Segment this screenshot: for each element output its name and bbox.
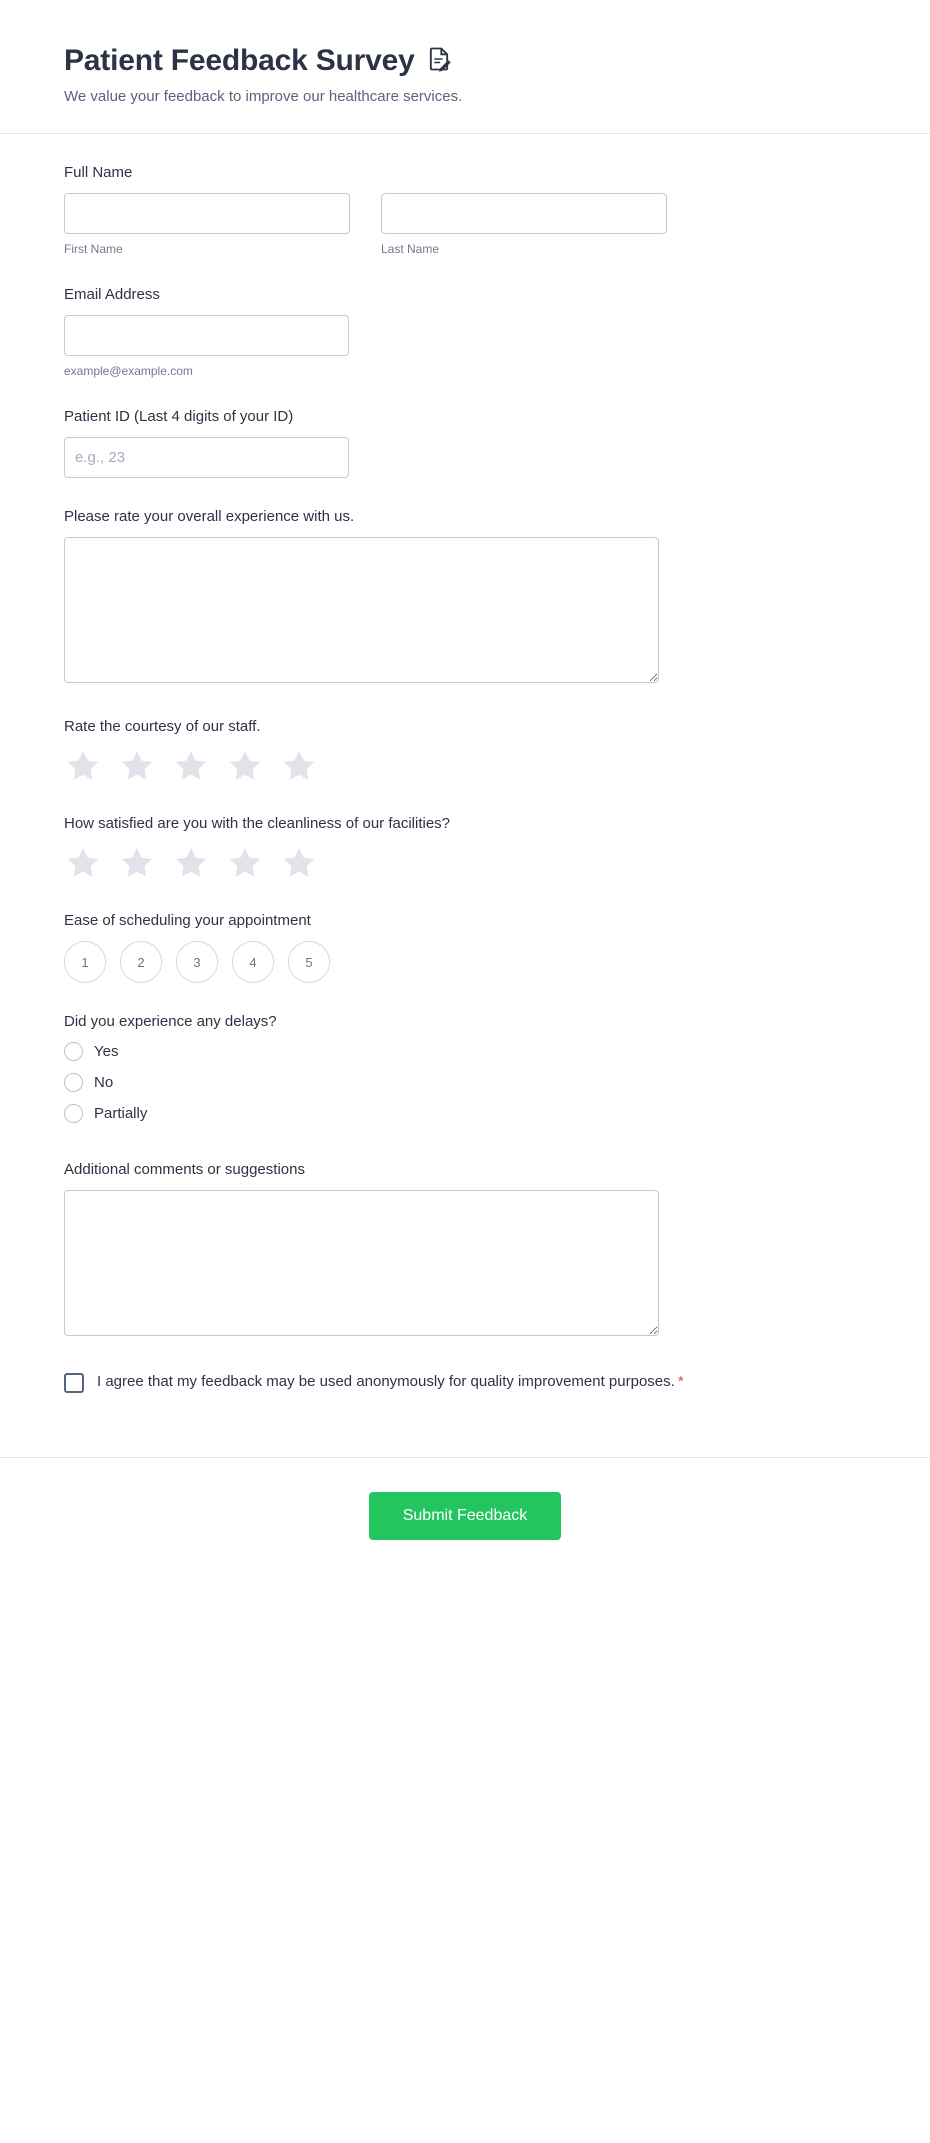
staff-courtesy-label: Rate the courtesy of our staff. (64, 718, 261, 735)
field-email (64, 286, 866, 378)
form-header (0, 0, 930, 134)
star-icon[interactable] (172, 747, 210, 785)
last-name-sublabel: Last Name (381, 242, 440, 256)
consent-text (97, 1371, 684, 1393)
star-icon[interactable] (280, 844, 318, 882)
spacer (64, 1153, 866, 1161)
patient-id-input[interactable] (64, 437, 349, 478)
scale-option[interactable]: 5 (288, 941, 330, 983)
form-footer (0, 1457, 930, 1586)
field-cleanliness (64, 815, 866, 882)
form-body (0, 134, 930, 1457)
email-field[interactable] (64, 315, 349, 356)
star-icon[interactable] (64, 747, 102, 785)
star-icon[interactable] (118, 844, 156, 882)
field-delays (64, 1013, 866, 1123)
full-name-row (64, 193, 866, 256)
full-name-label: Full Name (64, 164, 133, 181)
field-patient-id (64, 408, 866, 478)
submit-button[interactable]: Submit Feedback (369, 1492, 562, 1540)
last-name-group (381, 193, 667, 256)
radio-option-partially[interactable] (64, 1104, 866, 1123)
scheduling-ease-scale[interactable] (64, 941, 866, 983)
email-label: Email Address (64, 286, 160, 303)
page-subtitle: We value your feedback to improve our healthcare services. (64, 88, 463, 105)
first-name-input[interactable] (64, 193, 350, 234)
star-icon[interactable] (64, 844, 102, 882)
last-name-input[interactable] (381, 193, 667, 234)
overall-experience-label: Please rate your overall experience with us. (64, 508, 355, 525)
field-staff-courtesy (64, 718, 866, 785)
field-consent (64, 1371, 866, 1393)
email-group (64, 315, 349, 378)
consent-row[interactable] (64, 1371, 866, 1393)
scale-option[interactable]: 3 (176, 941, 218, 983)
field-full-name (64, 164, 866, 256)
scale-option[interactable]: 1 (64, 941, 106, 983)
cleanliness-label: How satisfied are you with the cleanliness of our facilities? (64, 815, 451, 832)
star-icon[interactable] (226, 747, 264, 785)
star-icon[interactable] (226, 844, 264, 882)
radio-option-no[interactable] (64, 1073, 866, 1092)
staff-courtesy-stars[interactable] (64, 747, 866, 785)
radio-label: Yes (94, 1043, 119, 1060)
scale-option[interactable]: 4 (232, 941, 274, 983)
first-name-group (64, 193, 350, 256)
patient-id-label: Patient ID (Last 4 digits of your ID) (64, 408, 294, 425)
scheduling-ease-label: Ease of scheduling your appointment (64, 912, 311, 929)
field-overall-experience (64, 508, 866, 688)
delays-label: Did you experience any delays? (64, 1013, 277, 1030)
overall-experience-textarea[interactable] (64, 537, 659, 683)
email-sublabel: example@example.com (64, 364, 193, 378)
radio-icon[interactable] (64, 1042, 83, 1061)
additional-comments-textarea[interactable] (64, 1190, 659, 1336)
patient-id-group (64, 437, 349, 478)
radio-icon[interactable] (64, 1073, 83, 1092)
required-marker: * (677, 1373, 684, 1390)
field-scheduling-ease (64, 912, 866, 983)
additional-comments-label: Additional comments or suggestions (64, 1161, 305, 1178)
page-title (64, 44, 866, 78)
document-signature-icon (425, 45, 453, 78)
radio-icon[interactable] (64, 1104, 83, 1123)
scale-option[interactable]: 2 (120, 941, 162, 983)
cleanliness-stars[interactable] (64, 844, 866, 882)
star-icon[interactable] (172, 844, 210, 882)
star-icon[interactable] (118, 747, 156, 785)
star-icon[interactable] (280, 747, 318, 785)
consent-checkbox[interactable] (64, 1373, 84, 1393)
field-additional-comments (64, 1161, 866, 1341)
radio-option-yes[interactable] (64, 1042, 866, 1061)
consent-label: I agree that my feedback may be used anonymously for quality improvement purposes. (97, 1373, 675, 1390)
first-name-sublabel: First Name (64, 242, 123, 256)
radio-label: Partially (94, 1105, 148, 1122)
page-title-text: Patient Feedback Survey (64, 44, 415, 77)
radio-label: No (94, 1074, 114, 1091)
